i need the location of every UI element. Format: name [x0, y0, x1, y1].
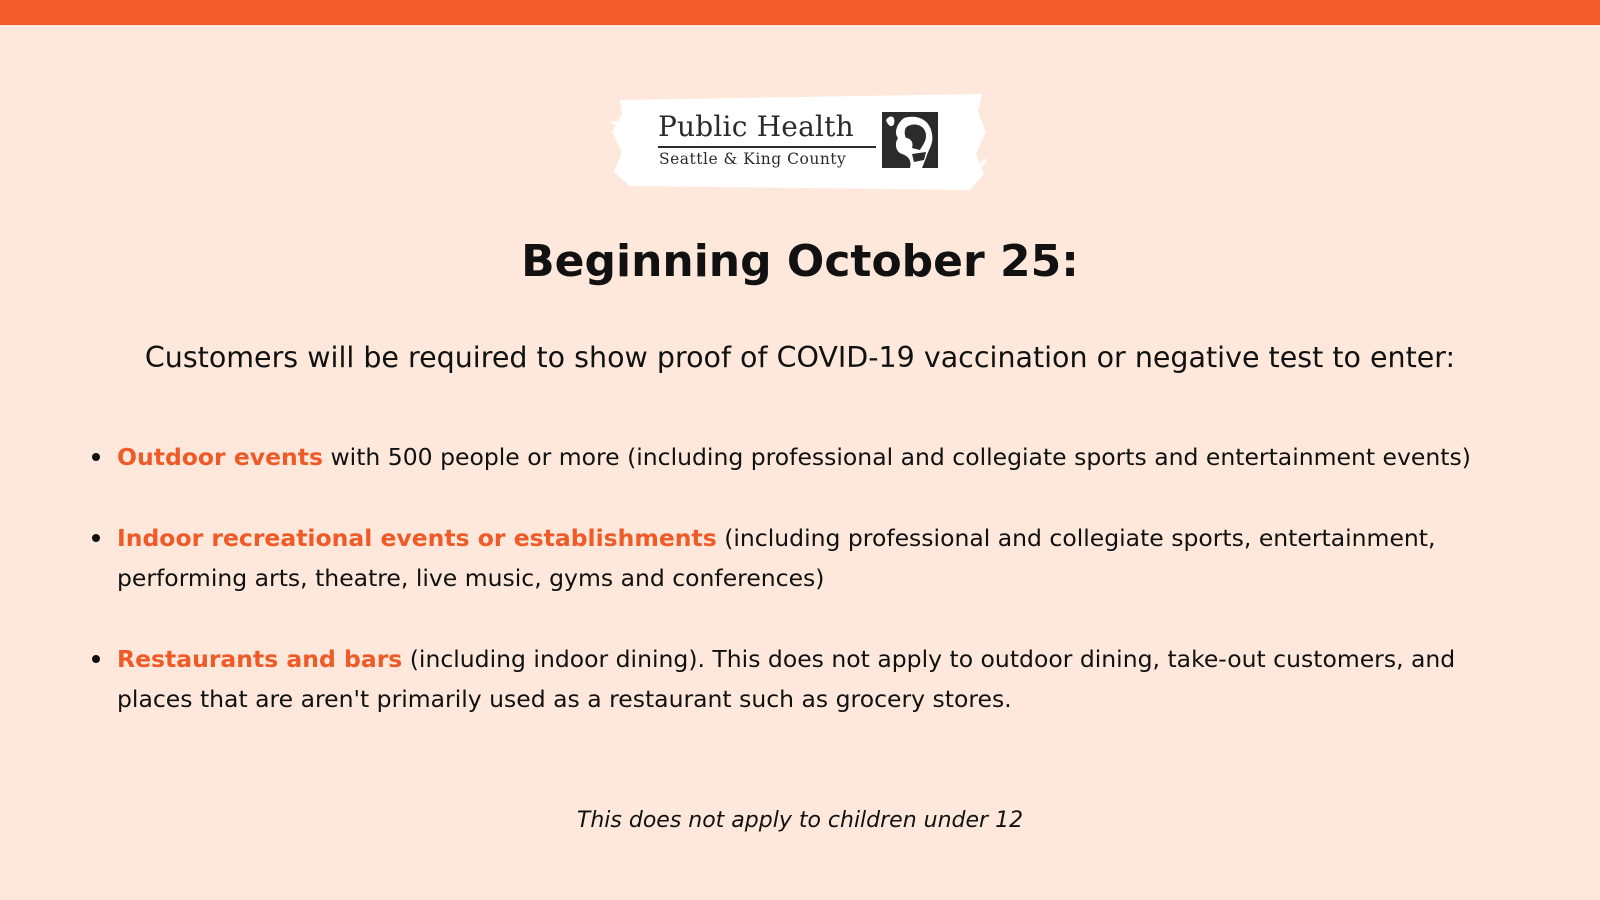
list-item-outdoor-events [117, 437, 1537, 477]
bullet-highlight: Outdoor events [117, 443, 323, 471]
bullet-icon [92, 655, 100, 663]
logo-subtitle: Seattle & King County [659, 150, 847, 168]
list-item-restaurants-bars [117, 639, 1537, 719]
bullet-icon [92, 534, 100, 542]
list-item-indoor-events [117, 518, 1537, 598]
intro-text: Customers will be required to show proof of COVID-19 vaccination or negative test to enter: [144, 341, 1456, 374]
logo-divider [658, 146, 876, 148]
bullet-text: (including indoor dining). This does not apply to outdoor dining, take-out customers, and places that are aren't primarily used as a restaurant such as grocery stores. [117, 645, 1456, 713]
bullet-icon [92, 453, 100, 461]
public-health-logo [610, 92, 988, 192]
logo-title: Public Health [658, 110, 854, 143]
footnote: This does not apply to children under 12 [576, 808, 1024, 833]
portrait-emblem-icon [882, 112, 938, 168]
top-accent-bar [0, 0, 1600, 25]
bullet-text: (including professional and collegiate sports, entertainment, performing arts, theatre, live music, gyms and conferences) [117, 524, 1436, 592]
bullet-highlight: Indoor recreational events or establishments [117, 524, 717, 552]
bullet-text: with 500 people or more (including professional and collegiate sports and entertainment events) [322, 443, 1471, 471]
headline: Beginning October 25: [521, 236, 1079, 287]
requirements-list [117, 437, 1537, 760]
bullet-highlight: Restaurants and bars [117, 645, 403, 673]
